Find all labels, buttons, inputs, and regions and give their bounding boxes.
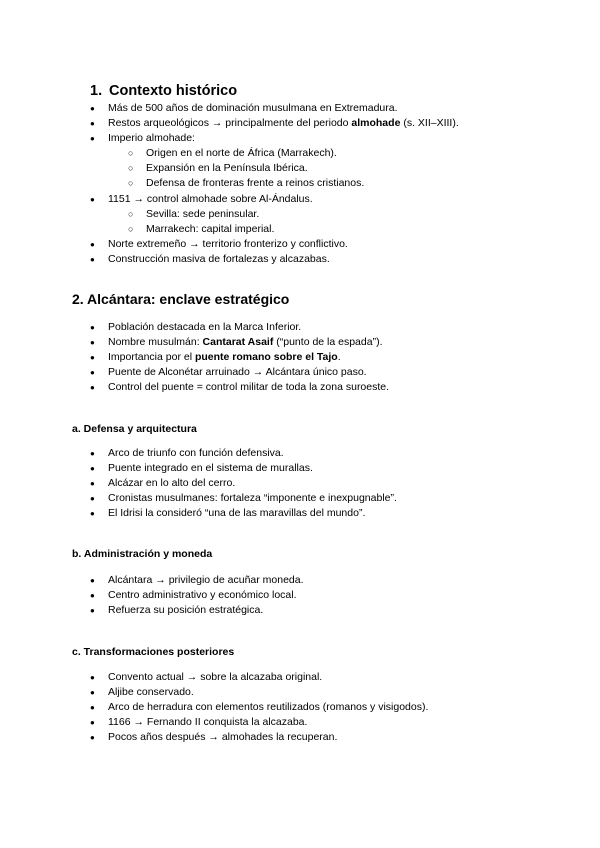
list-item: ● Puente de Alconétar arruinado → Alcántara único paso. xyxy=(90,366,367,379)
section-a-list xyxy=(90,446,397,521)
list-item: ● Control del puente = control militar de toda la zona suroeste. xyxy=(90,381,390,394)
section-1-number: 1. xyxy=(90,83,103,99)
list-item: ● Importancia por el puente romano sobre el Tajo. xyxy=(90,351,341,364)
bullet-icon: ● xyxy=(90,576,95,585)
bullet-icon: ● xyxy=(90,464,95,474)
bullet-icon: ● xyxy=(90,449,95,458)
hollow-bullet-icon: ○ xyxy=(128,148,134,159)
sub-list-item: ○ Expansión en la Península Ibérica. xyxy=(128,162,308,175)
list-item: ● Cronistas musulmanes: fortaleza “imponente e inexpugnable”. xyxy=(90,492,397,505)
section-c-heading: c. Transformaciones posteriores xyxy=(72,646,235,658)
hollow-bullet-icon: ○ xyxy=(128,223,134,234)
bullet-icon: ● xyxy=(90,718,95,728)
list-item: ● Arco de herradura con elementos reutilizados (romanos y visigodos). xyxy=(90,701,429,714)
list-item: ● Nombre musulmán: Cantarat Asaif (“punto de la espada”). xyxy=(90,336,383,349)
section-b-heading: b. Administración y moneda xyxy=(72,548,213,560)
bullet-icon: ● xyxy=(90,134,95,144)
bullet-icon: ● xyxy=(90,733,95,743)
list-item: ● Convento actual → sobre la alcazaba original. xyxy=(90,671,323,683)
section-1-title: Contexto histórico xyxy=(109,83,238,99)
sub-list-item: ○ Origen en el norte de África (Marrakech). xyxy=(128,147,337,160)
hollow-bullet-icon: ○ xyxy=(128,208,134,219)
bullet-icon: ● xyxy=(90,673,95,682)
list-item: ● Centro administrativo y económico local. xyxy=(90,589,297,602)
bullet-icon: ● xyxy=(90,494,95,504)
hollow-bullet-icon: ○ xyxy=(128,163,134,174)
section-b-list xyxy=(90,573,304,618)
bullet-icon: ● xyxy=(90,323,95,332)
sub-list-item: ○ Marrakech: capital imperial. xyxy=(128,222,275,235)
bullet-icon: ● xyxy=(90,479,95,489)
bullet-icon: ● xyxy=(90,119,95,129)
bullet-icon: ● xyxy=(90,194,95,204)
bullet-icon: ● xyxy=(90,688,95,698)
sub-list-item: ○ Sevilla: sede peninsular. xyxy=(128,207,260,220)
list-item: ● Aljibe conservado. xyxy=(90,686,194,699)
section-1-heading xyxy=(90,83,237,100)
bullet-icon: ● xyxy=(90,591,95,601)
list-item: ● 1151 → control almohade sobre Al-Ándalus. xyxy=(90,192,313,205)
list-item: ● Alcántara → privilegio de acuñar moneda. xyxy=(90,574,304,586)
section-2-list xyxy=(90,320,389,395)
list-item: ● Población destacada en la Marca Inferior. xyxy=(90,321,302,333)
list-item: ● Imperio almohade: xyxy=(90,132,195,145)
list-item: ● Construcción masiva de fortalezas y alcazabas. xyxy=(90,252,330,265)
bullet-icon: ● xyxy=(90,703,95,713)
list-item: ● Arco de triunfo con función defensiva. xyxy=(90,447,284,459)
bullet-icon: ● xyxy=(90,254,95,264)
list-item: ● El Idrisi la consideró “una de las maravillas del mundo”. xyxy=(90,507,366,520)
bullet-icon: ● xyxy=(90,368,95,378)
section-1-list xyxy=(90,101,459,267)
list-item: ● Alcázar en lo alto del cerro. xyxy=(90,477,236,490)
section-2-heading: 2. Alcántara: enclave estratégico xyxy=(72,291,290,307)
bullet-icon: ● xyxy=(90,338,95,348)
list-item: ● 1166 → Fernando II conquista la alcazaba. xyxy=(90,716,308,729)
bullet-icon: ● xyxy=(90,606,95,616)
bullet-icon: ● xyxy=(90,383,95,393)
bullet-icon: ● xyxy=(90,104,95,113)
bullet-icon: ● xyxy=(90,239,95,249)
list-item: ● Norte extremeño → territorio fronterizo y conflictivo. xyxy=(90,237,348,250)
list-item: ● Refuerza su posición estratégica. xyxy=(90,604,264,617)
bullet-icon: ● xyxy=(90,509,95,519)
section-a-heading: a. Defensa y arquitectura xyxy=(72,423,197,435)
list-item: ● Restos arqueológicos → principalmente del periodo almohade (s. XII–XIII). xyxy=(90,117,459,130)
bullet-icon: ● xyxy=(90,353,95,363)
hollow-bullet-icon: ○ xyxy=(128,178,134,189)
list-item: ● Puente integrado en el sistema de murallas. xyxy=(90,462,313,475)
section-c-list xyxy=(90,670,428,745)
list-item: ● Más de 500 años de dominación musulmana en Extremadura. xyxy=(90,102,398,114)
sub-list-item: ○ Defensa de fronteras frente a reinos cristianos. xyxy=(128,177,365,190)
list-item: ● Pocos años después → almohades la recuperan. xyxy=(90,731,338,744)
